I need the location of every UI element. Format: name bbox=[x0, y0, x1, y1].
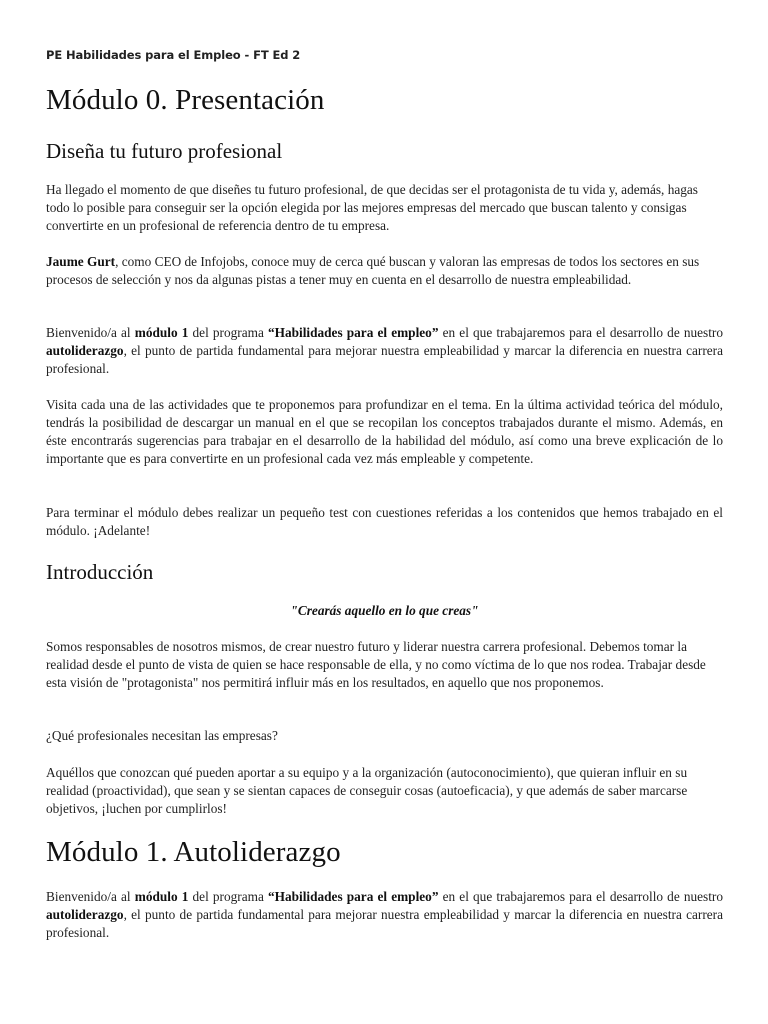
intro-paragraph-1: Somos responsables de nosotros mismos, de crear nuestro futuro y liderar nuestra carrera profesional. Debemos tomar la realidad desde el punto de vista de quien se hace responsable de ella, y no como víctima de lo que nos rodea. Trabajar desde esta visión de "protagonista" nos permitirá influir más en los resultados, en aquello que nos proponemos. bbox=[46, 639, 706, 690]
intro-paragraph-3: Aquéllos que conozcan qué pueden aportar a su equipo y a la organización (autoconocimiento), que quieran influir en su realidad (proactividad), que sean y se sientan capaces de conseguir cosas (autoeficacia), y que además de saber marcarse objetivos, ¡luchen por cumplirlos! bbox=[46, 765, 688, 816]
module-1-paragraph-1 bbox=[46, 888, 723, 942]
text-span: del programa bbox=[188, 325, 268, 340]
text-span: del programa bbox=[188, 889, 268, 904]
module-0-paragraph-3 bbox=[46, 324, 723, 378]
program-name: “Habilidades para el empleo” bbox=[268, 889, 439, 904]
module-0-paragraph-2 bbox=[46, 253, 723, 289]
text-span: en el que trabajaremos para el desarrollo de nuestro bbox=[438, 325, 723, 340]
ceo-name: Jaume Gurt bbox=[46, 254, 116, 269]
program-name: “Habilidades para el empleo” bbox=[268, 325, 439, 340]
module-ref: módulo 1 bbox=[134, 889, 189, 904]
module-0-paragraph-5: Para terminar el módulo debes realizar un pequeño test con cuestiones referidas a los contenidos que hemos trabajado en el módulo. ¡Adelante! bbox=[46, 505, 723, 538]
module-0-title: Módulo 0. Presentación bbox=[46, 84, 325, 116]
quote-text: "Crearás aquello en lo que creas" bbox=[290, 603, 479, 618]
module-0-subtitle: Diseña tu futuro profesional bbox=[46, 139, 283, 163]
text-span: en el que trabajaremos para el desarrollo de nuestro bbox=[438, 889, 723, 904]
paragraph-2-text: , como CEO de Infojobs, conoce muy de cerca qué buscan y valoran las empresas de todos los sectores en sus procesos de selección y nos da algunas pistas a tener muy en cuenta en el desarrollo de nuestra empleabilidad. bbox=[46, 254, 700, 287]
running-header: PE Habilidades para el Empleo - FT Ed 2 bbox=[46, 48, 301, 62]
module-ref: módulo 1 bbox=[134, 325, 189, 340]
intro-quote bbox=[46, 602, 723, 620]
text-span: , el punto de partida fundamental para mejorar nuestra empleabilidad y marcar la diferencia en nuestra carrera profesional. bbox=[46, 907, 723, 940]
text-span: Bienvenido/a al bbox=[46, 889, 135, 904]
text-span: Bienvenido/a al bbox=[46, 325, 135, 340]
skill-name: autoliderazgo bbox=[46, 343, 124, 358]
intro-title: Introducción bbox=[46, 560, 154, 584]
intro-paragraph-2: ¿Qué profesionales necesitan las empresas? bbox=[46, 728, 278, 743]
skill-name: autoliderazgo bbox=[46, 907, 124, 922]
module-1-title: Módulo 1. Autoliderazgo bbox=[46, 836, 341, 868]
text-span: , el punto de partida fundamental para mejorar nuestra empleabilidad y marcar la diferencia en nuestra carrera profesional. bbox=[46, 343, 723, 376]
module-0-paragraph-4: Visita cada una de las actividades que te proponemos para profundizar en el tema. En la última actividad teórica del módulo, tendrás la posibilidad de descargar un manual en el que se recopilan los conceptos trabajados durante el mismo. Además, en éste encontrarás sugerencias para trabajar en el desarrollo de la habilidad del módulo, así como una breve explicación de lo importante que es para convertirte en un profesional cada vez más empleable y competente. bbox=[46, 397, 723, 466]
module-0-paragraph-1: Ha llegado el momento de que diseñes tu futuro profesional, de que decidas ser el protagonista de tu vida y, además, hagas todo lo posible para conseguir ser la opción elegida por las mejores empresas del mercado que buscan talento y consigas convertirte en un profesional de referencia dentro de tu empresa. bbox=[46, 182, 698, 233]
